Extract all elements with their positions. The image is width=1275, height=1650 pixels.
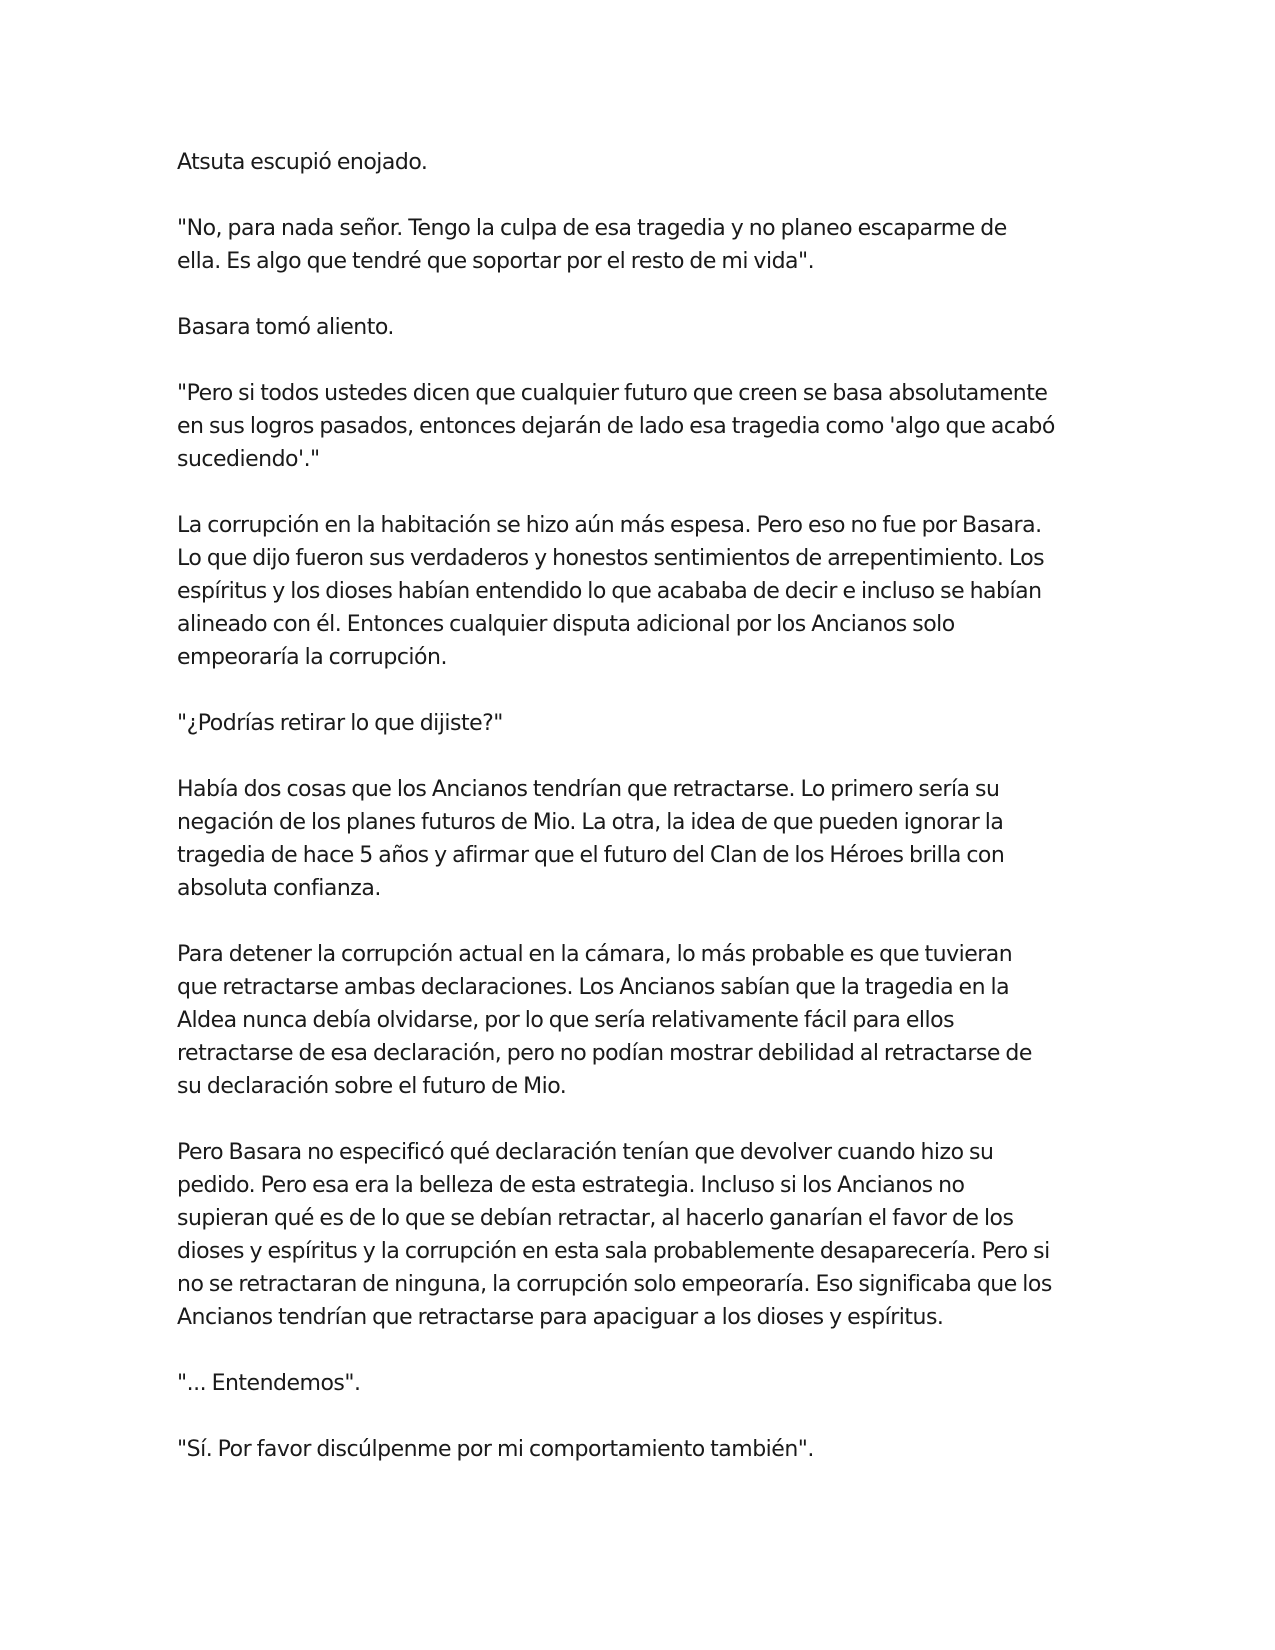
document-body [177, 146, 1117, 1499]
paragraph-10: "... Entendemos". [177, 1371, 361, 1396]
paragraph-4: "Pero si todos ustedes dicen que cualquier futuro que creen se basa absolutamente en sus logros pasados, entonces dejarán de lado esa tragedia como 'algo que acabó sucediendo'." [177, 381, 1055, 472]
paragraph-7: Había dos cosas que los Ancianos tendrían que retractarse. Lo primero sería su negación de los planes futuros de Mio. La otra, la idea de que pueden ignorar la tragedia de hace 5 años y afirmar que el futuro del Clan de los Héroes brilla con absoluta confianza. [177, 777, 1005, 901]
paragraph-9: Pero Basara no especificó qué declaración tenían que devolver cuando hizo su pedido. Pero esa era la belleza de esta estrategia. Incluso si los Ancianos no supieran qué es de lo que se debían retractar, al hacerlo ganarían el favor de los dioses y espíritus y la corrupción en esta sala probablemente desaparecería. Pero si no se retractaran de ninguna, la corrupción solo empeoraría. Eso significaba que los Ancianos tendrían que retractarse para apaciguar a los dioses y espíritus. [177, 1140, 1052, 1330]
paragraph-3: Basara tomó aliento. [177, 315, 394, 340]
paragraph-5: La corrupción en la habitación se hizo aún más espesa. Pero eso no fue por Basara. Lo que dijo fueron sus verdaderos y honestos sentimientos de arrepentimiento. Los espíritus y los dioses habían entendido lo que acababa de decir e incluso se habían alineado con él. Entonces cualquier disputa adicional por los Ancianos solo empeoraría la corrupción. [177, 513, 1045, 670]
paragraph-11: "Sí. Por favor discúlpenme por mi comportamiento también". [177, 1437, 814, 1462]
paragraph-8: Para detener la corrupción actual en la cámara, lo más probable es que tuvieran que retractarse ambas declaraciones. Los Ancianos sabían que la tragedia en la Aldea nunca debía olvidarse, por lo que sería relativamente fácil para ellos retractarse de esa declaración, pero no podían mostrar debilidad al retractarse de su declaración sobre el futuro de Mio. [177, 942, 1032, 1099]
paragraph-2: "No, para nada señor. Tengo la culpa de esa tragedia y no planeo escaparme de ella. Es algo que tendré que soportar por el resto de mi vida". [177, 216, 1007, 274]
paragraph-6: "¿Podrías retirar lo que dijiste?" [177, 711, 503, 736]
paragraph-1: Atsuta escupió enojado. [177, 150, 428, 175]
